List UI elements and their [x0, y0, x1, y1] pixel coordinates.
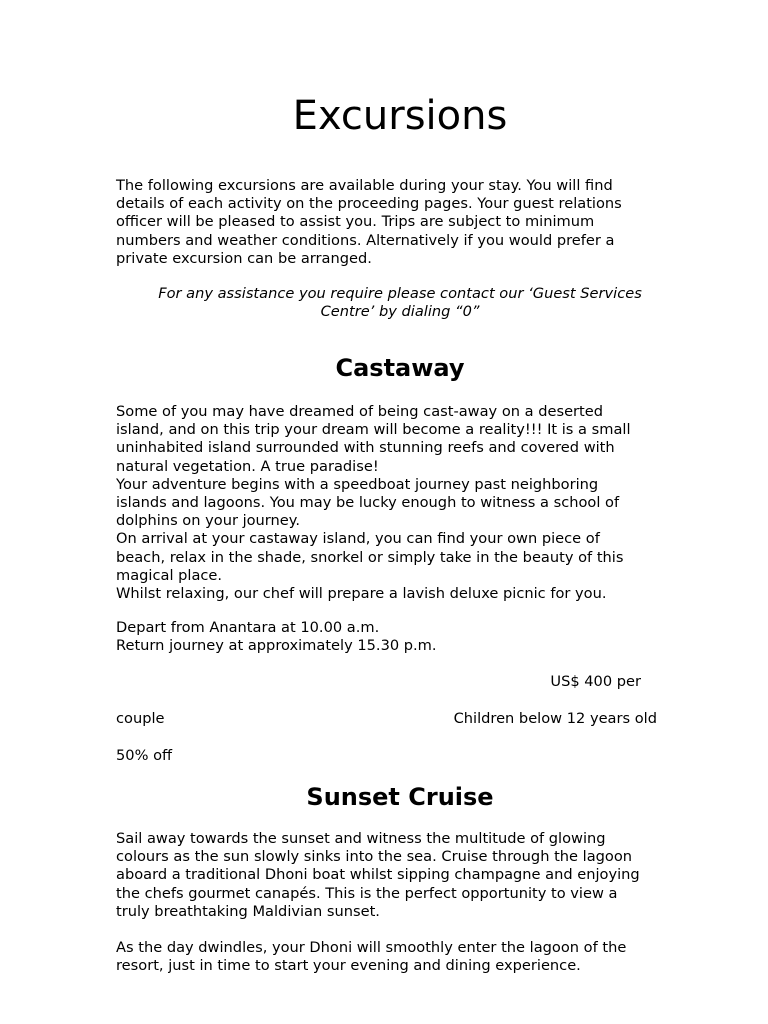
- castaway-heading: Castaway: [335, 354, 465, 382]
- castaway-price-line: US$ 400 per: [550, 673, 641, 691]
- castaway-description: Some of you may have dreamed of being cast-away on a deserted island, and on this trip your dream will become a reality!!! It is a small uninhabited island surrounded with stunning reefs and covered with natural vegetation. A true paradise! Your adventure begins with a speedboat journey past neighboring islands and lagoons. You may be lucky enough to witness a school of dolphins on your journey. On arrival at your castaway island, you can find your own piece of beach, relax in the shade, snorkel or simply take in the beauty of this magical place. Whilst relaxing, our chef will prepare a lavish deluxe picnic for you.: [116, 403, 631, 603]
- castaway-children-wrap: 50% off: [116, 746, 173, 764]
- sunset-cruise-description: Sail away towards the sunset and witness the multitude of glowing colours as the sun slowly sinks into the sea. Cruise through the lagoon aboard a traditional Dhoni boat whilst sipping champagne and enjoying the chefs gourmet canapés. This is the perfect opportunity to view a truly breathtaking Maldivian sunset.: [116, 830, 640, 920]
- intro-paragraph: The following excursions are available during your stay. You will find details of each activity on the proceeding pages. Your guest relations officer will be pleased to assist you. Trips are subject to minimum numbers and weather conditions. Alternatively if you would prefer a private excursion can be arranged.: [116, 177, 622, 267]
- castaway-children-line: Children below 12 years old: [453, 710, 657, 728]
- assistance-note: For any assistance you require please contact our ‘Guest Services Centre’ by dialing “0”: [158, 285, 642, 321]
- sunset-cruise-heading: Sunset Cruise: [306, 783, 494, 811]
- castaway-price-wrap: couple: [116, 709, 165, 727]
- castaway-times: Depart from Anantara at 10.00 a.m. Return journey at approximately 15.30 p.m.: [116, 619, 437, 655]
- castaway-children-discount: [116, 692, 676, 765]
- page-title: Excursions: [292, 93, 508, 139]
- sunset-cruise-closing: As the day dwindles, your Dhoni will smoothly enter the lagoon of the resort, just in time to start your evening and dining experience.: [116, 939, 627, 975]
